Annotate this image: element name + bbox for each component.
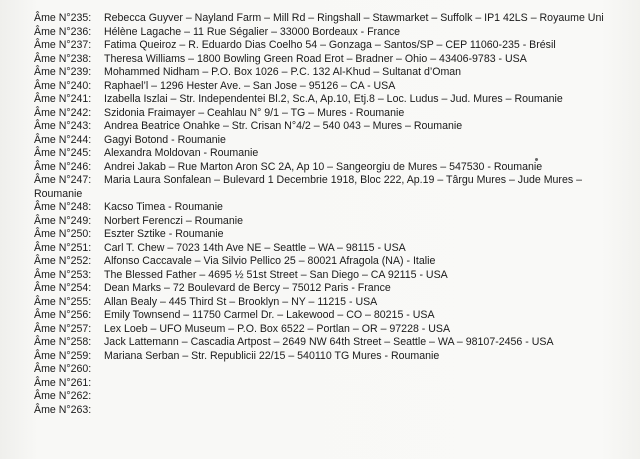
entry-text: Alexandra Moldovan - Roumanie [104, 147, 259, 159]
entry-number: Âme N°239: [34, 66, 92, 78]
entry-text: Gagyi Botond - Roumanie [104, 133, 226, 146]
entry-number: Âme N°246: [34, 160, 92, 173]
list-item [34, 174, 622, 201]
entry-text: Maria Laura Sonfalean – Bulevard 1 Decembrie 1918, Bloc 222, Ap.19 – Târgu Mures – Jude Mures – Roumanie [34, 174, 582, 200]
entry-number: Âme N°247: [34, 174, 92, 186]
entry-number: Âme N°248: [34, 201, 92, 213]
list-item [34, 336, 630, 350]
list-item [34, 255, 630, 269]
entry-number: Âme N°249: [34, 214, 92, 227]
entry-number: Âme N°256: [34, 309, 92, 321]
entry-text: Lex Loeb – UFO Museum – P.O. Box 6522 – Portlan – OR – 97228 - USA [104, 322, 451, 335]
list-item [34, 201, 630, 215]
entry-text: Fatima Queiroz – R. Eduardo Dias Coelho 54 – Gonzaga – Santos/SP – CEP 11060-235 - Brésil [104, 39, 556, 51]
list-item [34, 66, 630, 80]
entry-number: Âme N°263: [34, 403, 92, 416]
list-item [34, 390, 630, 404]
entry-number: Âme N°252: [34, 255, 92, 267]
list-item [34, 363, 630, 377]
entry-number: Âme N°254: [34, 282, 92, 294]
entry-number: Âme N°255: [34, 295, 92, 308]
entry-number: Âme N°259: [34, 349, 92, 362]
list-item [34, 107, 630, 121]
list-item [34, 309, 630, 323]
entry-text: Hélène Lagache – 11 Rue Ségalier – 33000 Bordeaux - France [104, 25, 401, 38]
entry-text: Dean Marks – 72 Boulevard de Bercy – 75012 Paris - France [104, 282, 391, 294]
entry-number: Âme N°245: [34, 147, 92, 159]
list-item [34, 296, 630, 310]
list-item [34, 242, 630, 256]
list-item [34, 377, 630, 391]
entry-number: Âme N°236: [34, 25, 92, 38]
entry-text: Eszter Sztike - Roumanie [104, 228, 224, 240]
entry-text: Kacso Timea - Roumanie [104, 201, 223, 213]
list-item [34, 323, 630, 337]
entry-text: Jack Lattemann – Cascadia Artpost – 2649 NW 64th Street – Seattle – WA – 98107-2456 - USA [104, 336, 554, 348]
entry-text: Emily Townsend – 11750 Carmel Dr. – Lakewood – CO – 80215 - USA [104, 309, 435, 321]
list-item [34, 147, 630, 161]
list-item [34, 215, 630, 229]
list-item [34, 93, 630, 107]
entry-number: Âme N°257: [34, 322, 92, 335]
entry-text: Szidonia Fraimayer – Ceahlau N° 9/1 – TG – Mures - Roumanie [104, 106, 405, 119]
entry-number: Âme N°260: [34, 363, 92, 375]
list-item [34, 161, 630, 175]
list-item [34, 53, 630, 67]
entry-text: Alfonso Caccavale – Via Silvio Pellico 25 – 80021 Afragola (NA) - Italie [104, 255, 436, 267]
entry-text: Andrei Jakab – Rue Marton Aron SC 2A, Ap 10 – Sangeorgiu de Mures – 547530 - Roumanie [104, 160, 543, 173]
list-item [34, 134, 630, 148]
entry-text: Izabella Iszlai – Str. Independentei Bl.2, Sc.A, Ap.10, Etj.8 – Loc. Ludus – Jud. Mures – Roumanie [104, 93, 563, 105]
list-item [34, 269, 630, 283]
entry-number: Âme N°250: [34, 228, 92, 240]
list-item [34, 12, 622, 26]
entry-number: Âme N°261: [34, 376, 92, 389]
list-item [34, 26, 630, 40]
entry-text: Carl T. Chew – 7023 14th Ave NE – Seattle – WA – 98115 - USA [104, 241, 406, 254]
list-item [34, 350, 630, 364]
list-item [34, 282, 630, 296]
entry-number: Âme N°262: [34, 390, 92, 402]
soul-list [34, 12, 630, 417]
list-item [34, 39, 630, 53]
entry-number: Âme N°253: [34, 268, 92, 281]
list-item [34, 80, 630, 94]
entry-number: Âme N°251: [34, 241, 92, 254]
entry-text: Allan Bealy – 445 Third St – Brooklyn – NY – 11215 - USA [104, 295, 378, 308]
entry-number: Âme N°238: [34, 52, 92, 65]
list-item [34, 404, 630, 418]
entry-number: Âme N°244: [34, 133, 92, 146]
entry-text: Theresa Williams – 1800 Bowling Green Road Erot – Bradner – Ohio – 43406-9783 - USA [104, 52, 527, 65]
entry-number: Âme N°235: [34, 12, 92, 24]
entry-text: Mariana Serban – Str. Republicii 22/15 – 540110 TG Mures - Roumanie [104, 349, 440, 362]
list-item [34, 120, 630, 134]
entry-number: Âme N°237: [34, 39, 92, 51]
ink-speck [535, 158, 538, 161]
entry-text: Mohammed Nidham – P.O. Box 1026 – P.C. 132 Al-Khud – Sultanat d’Oman [104, 66, 462, 78]
list-item [34, 228, 630, 242]
entry-text: The Blessed Father – 4695 ½ 51st Street – San Diego – CA 92115 - USA [104, 268, 448, 281]
entry-number: Âme N°242: [34, 106, 92, 119]
entry-text: Rebecca Guyver – Nayland Farm – Mill Rd – Ringshall – Stawmarket – Suffolk – IP1 42LS – Royaume Uni [104, 12, 604, 24]
entry-number: Âme N°243: [34, 120, 92, 132]
entry-text: Raphael’l – 1296 Hester Ave. – San Jose – 95126 – CA - USA [104, 79, 396, 92]
entry-text: Norbert Ferenczi – Roumanie [104, 214, 243, 227]
entry-number: Âme N°240: [34, 79, 92, 92]
entry-text: Andrea Beatrice Onahke – Str. Crisan N°4/2 – 540 043 – Mures – Roumanie [104, 120, 463, 132]
entry-number: Âme N°258: [34, 336, 92, 348]
entry-number: Âme N°241: [34, 93, 92, 105]
